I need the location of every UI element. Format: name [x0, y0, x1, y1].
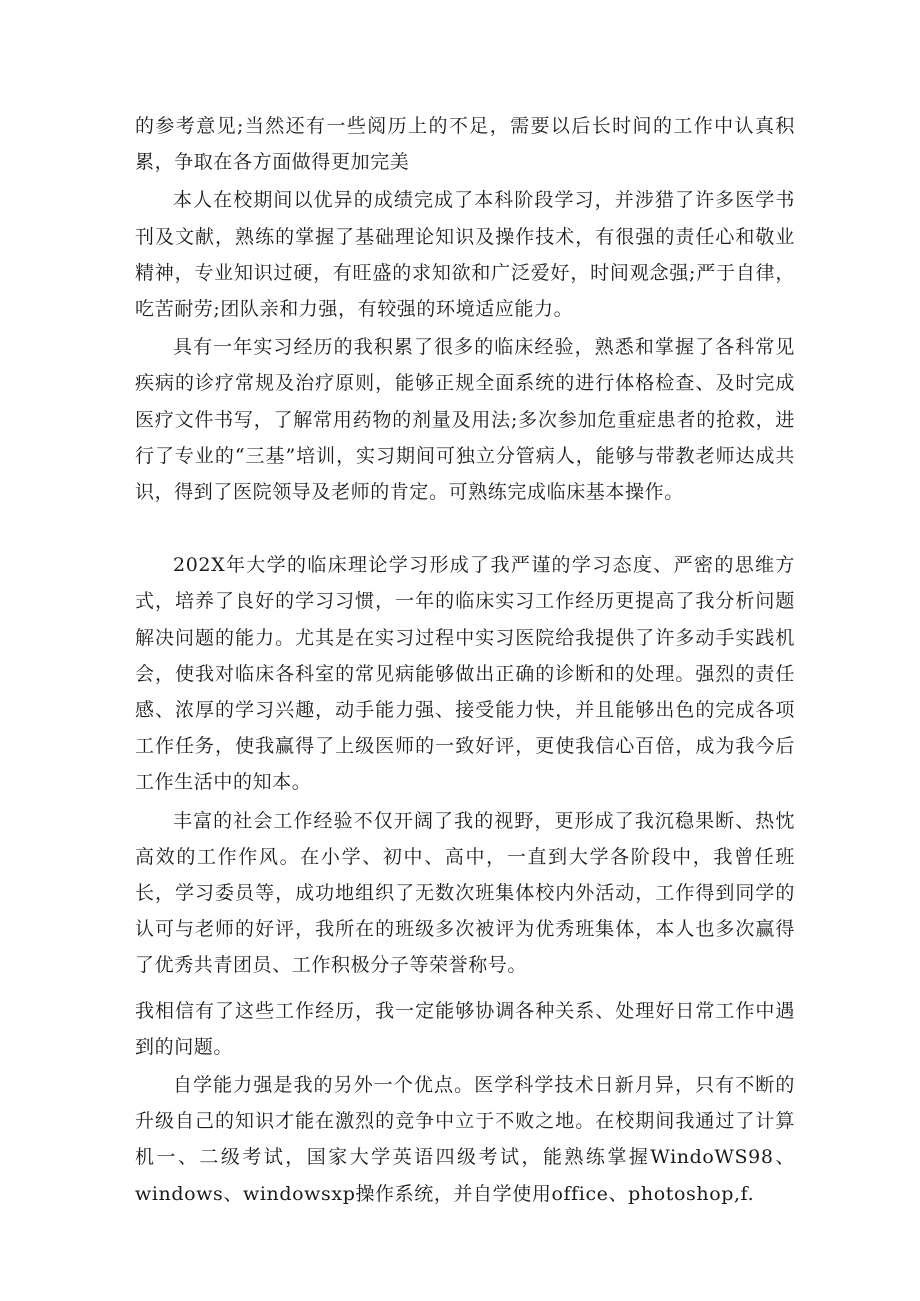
- paragraph-self-learning: 自学能力强是我的另外一个优点。医学科学技术日新月异，只有不断的升级自己的知识才能在激烈的竞争中立于不败之地。在校期间我通过了计算机一、二级考试，国家大学英语四级考试，能熟练掌握WindoWS98、windows、windowsxp操作系统，并自学使用office、photoshop,f.: [135, 1074, 795, 1205]
- paragraph-social-experience: 丰富的社会工作经验不仅开阔了我的视野，更形成了我沉稳果断、热忱高效的工作作风。在小学、初中、高中，一直到大学各阶段中，我曾任班长，学习委员等，成功地组织了无数次班集体校内外活动，工作得到同学的认可与老师的好评，我所在的班级多次被评为优秀班集体，本人也多次赢得了优秀共青团员、工作积极分子等荣誉称号。: [135, 809, 795, 977]
- paragraph-clinical-study: 202X年大学的临床理论学习形成了我严谨的学习态度、严密的思维方式，培养了良好的学习习惯，一年的临床实习工作经历更提高了我分析问题解决问题的能力。尤其是在实习过程中实习医院给我提供了许多动手实践机会，使我对临床各科室的常见病能够做出正确的诊断和的处理。强烈的责任感、浓厚的学习兴趣，动手能力强、接受能力快，并且能够出色的完成各项工作任务，使我赢得了上级医师的一致好评，更使我信心百倍，成为我今后工作生活中的知本。: [135, 554, 795, 794]
- paragraph-internship: 具有一年实习经历的我积累了很多的临床经验，熟悉和掌握了各科常见疾病的诊疗常规及治疗原则，能够正规全面系统的进行体格检查、及时完成医疗文件书写，了解常用药物的剂量及用法;多次参加危重症患者的抢救，进行了专业的“三基”培训，实习期间可独立分管病人，能够与带教老师达成共识，得到了医院领导及老师的肯定。可熟练完成临床基本操作。: [135, 336, 795, 504]
- paragraph-continuation: 的参考意见;当然还有一些阅历上的不足，需要以后长时间的工作中认真积累，争取在各方面做得更加完美: [135, 115, 795, 174]
- document-body: [135, 108, 795, 1212]
- paragraph-education: 本人在校期间以优异的成绩完成了本科阶段学习，并涉猎了许多医学书刊及文献，熟练的掌握了基础理论知识及操作技术，有很强的责任心和敬业精神，专业知识过硬，有旺盛的求知欲和广泛爱好，时间观念强;严于自律，吃苦耐劳;团队亲和力强，有较强的环境适应能力。: [135, 189, 795, 321]
- paragraph-confidence: 我相信有了这些工作经历，我一定能够协调各种关系、处理好日常工作中遇到的问题。: [135, 999, 795, 1058]
